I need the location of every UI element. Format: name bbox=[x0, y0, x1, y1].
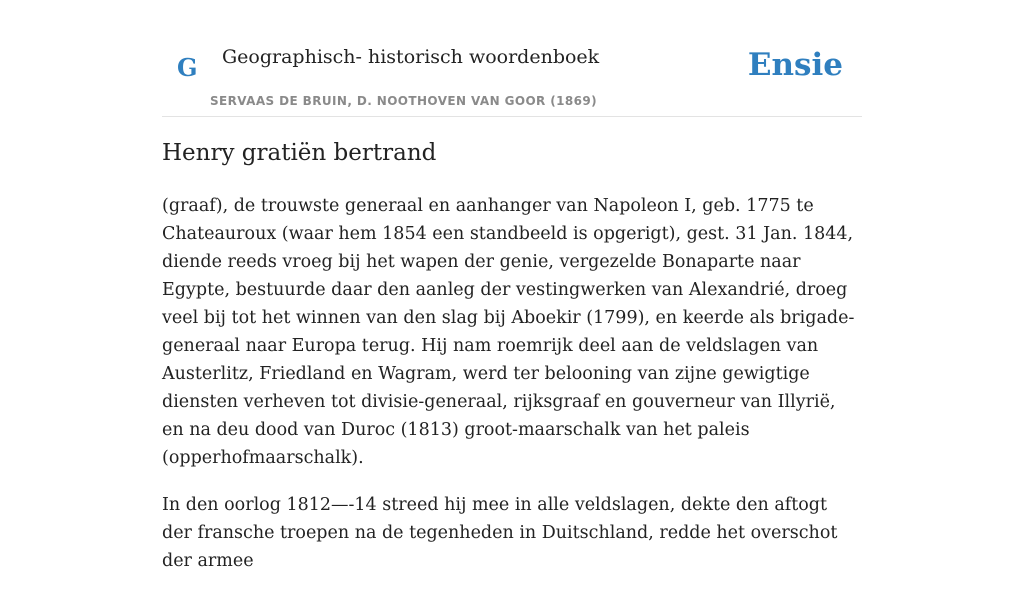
book-header bbox=[162, 0, 862, 117]
book-author: SERVAAS DE BRUIN, D. NOOTHOVEN VAN GOOR (1869) bbox=[210, 94, 598, 108]
entry-title: Henry gratiën bertrand bbox=[162, 140, 437, 166]
book-title[interactable]: Geographisch- historisch woordenboek bbox=[222, 46, 600, 68]
book-icon: G bbox=[177, 53, 198, 82]
entry-paragraph: (graaf), de trouwste generaal en aanhanger van Napoleon I, geb. 1775 te Chateauroux (waar hem 1854 een standbeeld is opgerigt), gest. 31 Jan. 1844, diende reeds vroeg bij het wapen der genie, vergezelde Bonaparte naar Egypte, bestuurde daar den aanleg der vestingwerken van Alexandrié, droeg veel bij tot het winnen van den slag bij Aboekir (1799), en keerde als brigade-generaal naar Europa terug. Hij nam roemrijk deel aan de veldslagen van Austerlitz, Friedland en Wagram, werd ter belooning van zijne gewigtige diensten verheven tot divisie-generaal, rijksgraaf en gouverneur van Illyrië, en na deu dood van Duroc (1813) groot-maarschalk van het paleis (opperhofmaarschalk). bbox=[162, 196, 855, 468]
entry-body bbox=[162, 192, 862, 594]
ensie-logo[interactable]: Ensie bbox=[747, 47, 843, 83]
entry-paragraph: In den oorlog 1812—-14 streed hij mee in alle veldslagen, dekte den aftogt der fransche troepen na de tegenheden in Duitschland, redde het overschot der armee bbox=[162, 495, 838, 571]
